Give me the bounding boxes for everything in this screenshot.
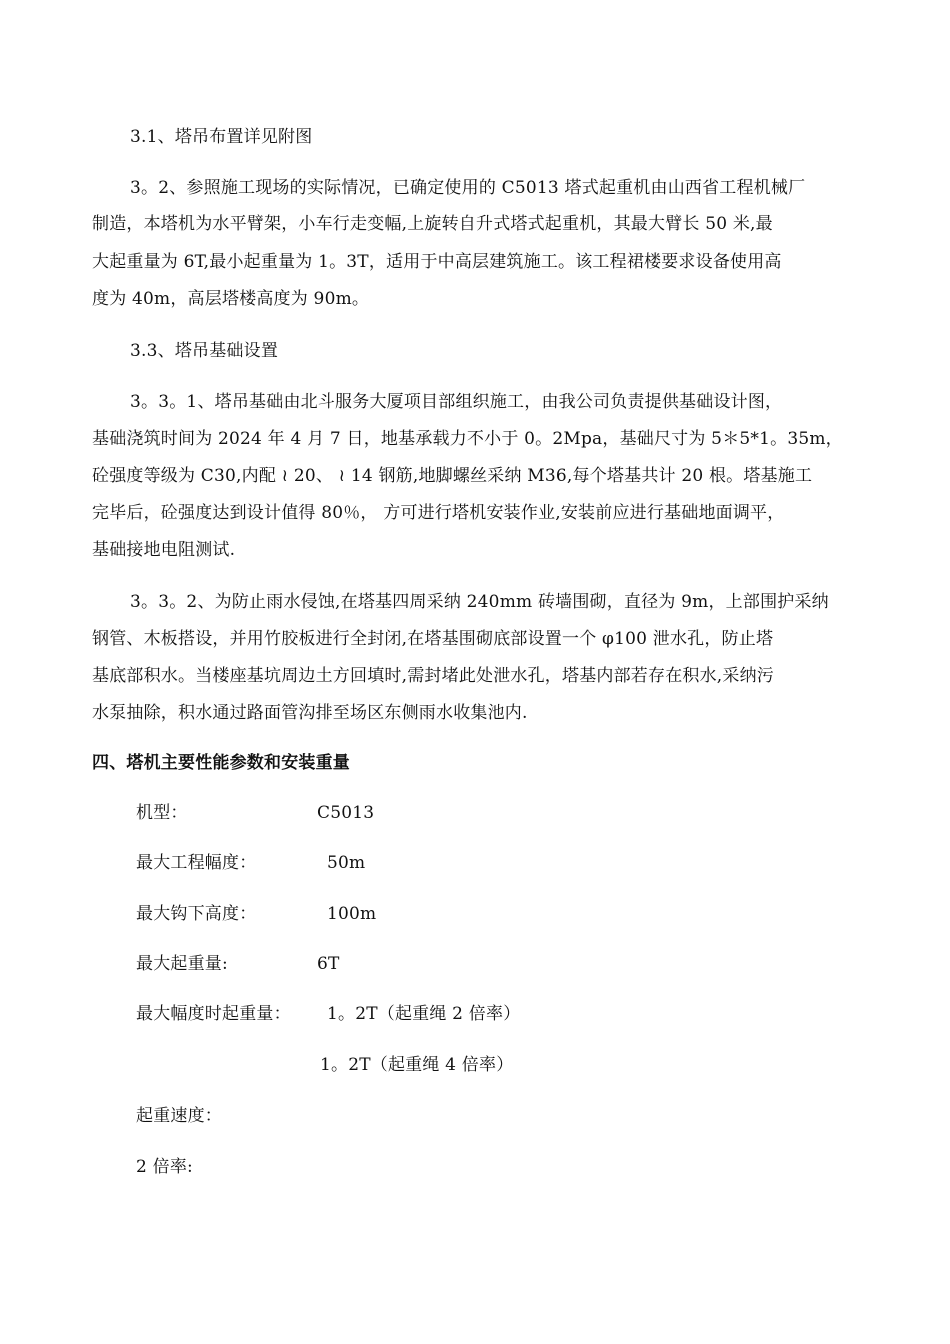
param-speed-label: 起重速度： xyxy=(136,1106,222,1126)
section-3-3-1-line-3: 砼强度等级为 C30,内配 ≀ 20、 ≀ 14 钢筋,地脚螺丝采纳 M36,每个塔基共计 20 根。塔基施工 xyxy=(92,466,813,486)
param-max-range-value: 50m xyxy=(327,853,366,873)
section-3-2-line-3: 大起重量为 6T,最小起重量为 1。3T，适用于中高层建筑施工。该工程裙楼要求设备使用高 xyxy=(92,252,782,272)
param-max-lift-label: 最大起重量: xyxy=(136,954,228,974)
section-3-3-text: 3.3、塔吊基础设置 xyxy=(130,341,279,361)
section-3-3-1-line-5: 基础接地电阻测试. xyxy=(92,540,236,560)
section-3-3-1-line-2: 基础浇筑时间为 2024 年 4 月 7 日，地基承载力不小于 0。2Mpa，基础尺寸为 5＊5*1。35m， xyxy=(92,429,843,449)
param-max-lift-value: 6T xyxy=(317,954,340,974)
param-model-label: 机型： xyxy=(136,803,188,823)
param-max-range-lift-label: 最大幅度时起重量： xyxy=(136,1004,291,1024)
param-max-hook-label: 最大钩下高度： xyxy=(136,904,257,924)
param-max-range-lift-value-1: 1。2T（起重绳 2 倍率） xyxy=(327,1004,521,1024)
section-3-1-text: 3.1、塔吊布置详见附图 xyxy=(130,127,313,147)
section-3-3-2-line-3: 基底部积水。当楼座基坑周边土方回填时,需封堵此处泄水孔，塔基内部若存在积水,采纳污 xyxy=(92,666,775,686)
section-3-3-2-line-4: 水泵抽除，积水通过路面管沟排至场区东侧雨水收集池内. xyxy=(92,703,528,723)
section-3-3-2-line-2: 钢管、木板搭设，并用竹胶板进行全封闭,在塔基围砌底部设置一个 φ100 泄水孔，防止塔 xyxy=(92,629,774,649)
section-3-3-1-line-1: 3。3。1、塔吊基础由北斗服务大厦项目部组织施工，由我公司负责提供基础设计图， xyxy=(130,392,783,412)
section-3-3-1-line-4: 完毕后，砼强度达到设计值得 80％， 方可进行塔机安装作业,安装前应进行基础地面调平， xyxy=(92,503,785,523)
param-ratio-label: 2 倍率: xyxy=(136,1157,193,1177)
section-3-2-line-4: 度为 40m，高层塔楼高度为 90m。 xyxy=(92,289,370,309)
param-max-range-lift-value-2: 1。2T（起重绳 4 倍率） xyxy=(320,1055,514,1075)
param-max-range-label: 最大工程幅度： xyxy=(136,853,257,873)
param-max-hook-value: 100m xyxy=(327,904,377,924)
section-3-2-line-1: 3。2、参照施工现场的实际情况，已确定使用的 C5013 塔式起重机由山西省工程机械厂 xyxy=(130,178,806,198)
section-3-3-2-line-1: 3。3。2、为防止雨水侵蚀,在塔基四周采纳 240mm 砖墙围砌，直径为 9m，上部围护采纳 xyxy=(130,592,829,612)
param-model-value: C5013 xyxy=(317,803,375,823)
section-4-heading: 四、塔机主要性能参数和安装重量 xyxy=(92,753,350,773)
section-3-2-line-2: 制造，本塔机为水平臂架，小车行走变幅,上旋转自升式塔式起重机，其最大臂长 50 米,最 xyxy=(92,214,773,234)
